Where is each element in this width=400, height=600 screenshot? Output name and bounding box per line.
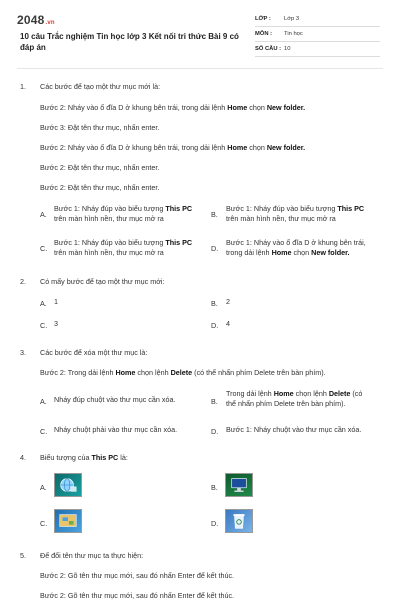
question-4-option-d-letter[interactable]: D. [211, 519, 219, 528]
question-1-option-c-letter[interactable]: C. [40, 244, 48, 253]
meta-class-row: LỚP : Lớp 3 [255, 12, 380, 27]
question-1-line: Bước 3: Đặt tên thư mục, nhấn enter. [40, 123, 160, 132]
question-5-number: 5. [20, 551, 26, 560]
question-4-option-a-letter[interactable]: A. [40, 483, 47, 492]
question-3-number: 3. [20, 348, 26, 357]
question-1-option-a[interactable]: Bước 1: Nháy đúp vào biểu tượng This PC trên màn hình nền, thư mục mở ra [54, 204, 193, 223]
question-4-number: 4. [20, 453, 26, 462]
question-1-number: 1. [20, 82, 26, 91]
question-2-number: 2. [20, 277, 26, 286]
question-3-option-a[interactable]: Nháy đúp chuột vào thư mục cần xóa. [54, 395, 176, 404]
question-1-option-d[interactable]: Bước 1: Nháy vào ổ đĩa D ở khung bên trái, trong dải lệnh Home chọn New folder. [226, 238, 366, 257]
question-1-option-d-letter[interactable]: D. [211, 244, 219, 253]
question-3-option-d-letter[interactable]: D. [211, 427, 219, 436]
question-3-text: Các bước để xóa một thư mục là: [40, 348, 148, 357]
question-2-option-d-letter[interactable]: D. [211, 321, 219, 330]
globe-network-icon[interactable] [54, 473, 82, 497]
question-5-line: Bước 2: Gõ tên thư mục mới, sau đó nhấn Enter để kết thúc. [40, 591, 235, 600]
question-1-line: Bước 2: Nháy vào ổ đĩa D ở khung bên trái, trong dải lệnh Home chọn New folder. [40, 143, 306, 152]
question-3-line: Bước 2: Trong dải lệnh Home chọn lệnh Delete (có thể nhấn phím Delete trên bàn phím). [40, 368, 326, 377]
question-1-line: Bước 2: Đặt tên thư mục, nhấn enter. [40, 163, 160, 172]
question-3-option-b-letter[interactable]: B. [211, 397, 218, 406]
recycle-bin-icon[interactable] [225, 509, 253, 533]
computer-monitor-icon[interactable] [225, 473, 253, 497]
question-1-line: Bước 2: Đặt tên thư mục, nhấn enter. [40, 183, 160, 192]
question-4-option-b-letter[interactable]: B. [211, 483, 218, 492]
question-1-option-b-letter[interactable]: B. [211, 210, 218, 219]
question-3-option-c-letter[interactable]: C. [40, 427, 48, 436]
question-1-option-c[interactable]: Bước 1: Nháy đúp vào biểu tượng This PC trên màn hình nền, thư mục mở ra [54, 238, 193, 257]
question-1-text: Các bước để tạo một thư mục mới là: [40, 82, 161, 91]
question-2-option-a[interactable]: 1 [54, 297, 58, 306]
question-2-option-c[interactable]: 3 [54, 319, 58, 328]
meta-count-row: SỐ CÂU : 10 [255, 42, 380, 57]
question-2-option-d[interactable]: 4 [226, 319, 230, 328]
meta-info [255, 12, 380, 57]
question-1-option-b[interactable]: Bước 1: Nháy đúp vào biểu tượng This PC trên màn hình nền, thư mục mở ra [226, 204, 365, 223]
question-4-option-c-letter[interactable]: C. [40, 519, 48, 528]
question-2-option-a-letter[interactable]: A. [40, 299, 47, 308]
question-5-text: Để đổi tên thư mục ta thực hiện: [40, 551, 144, 560]
question-4-text: Biểu tượng của This PC là: [40, 453, 128, 462]
control-panel-icon[interactable] [54, 509, 82, 533]
document-title: 10 câu Trắc nghiệm Tin học lớp 3 Kết nối tri thức Bài 9 có đáp án [20, 32, 239, 52]
question-2-text: Có mấy bước để tạo một thư mục mới: [40, 277, 165, 286]
header-divider [17, 68, 383, 69]
question-1-option-a-letter[interactable]: A. [40, 210, 47, 219]
question-2-option-b[interactable]: 2 [226, 297, 230, 306]
question-3-option-c[interactable]: Nháy chuột phải vào thư mục cần xóa. [54, 425, 178, 434]
question-5-line: Bước 2: Gõ tên thư mục mới, sau đó nhấn Enter để kết thúc. [40, 571, 235, 580]
site-logo[interactable]: 2048.vn [17, 13, 55, 27]
question-2-option-c-letter[interactable]: C. [40, 321, 48, 330]
question-3-option-a-letter[interactable]: A. [40, 397, 47, 406]
question-3-option-d[interactable]: Bước 1: Nháy chuột vào thư mục cần xóa. [226, 425, 362, 434]
question-3-option-b[interactable]: Trong dải lệnh Home chọn lệnh Delete (có thể nhấn phím Delete trên bàn phím). [226, 389, 363, 408]
meta-subject-row: MÔN : Tin học [255, 27, 380, 42]
page-header [0, 0, 400, 62]
question-1-line: Bước 2: Nháy vào ổ đĩa D ở khung bên trái, trong dải lệnh Home chọn New folder. [40, 103, 306, 112]
question-2-option-b-letter[interactable]: B. [211, 299, 218, 308]
